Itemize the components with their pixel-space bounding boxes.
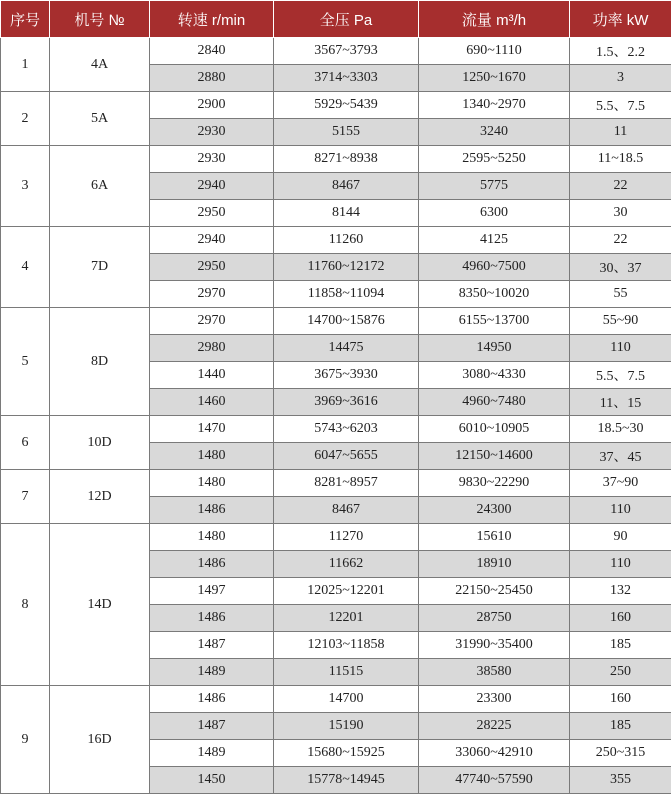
speed-cell: 2840 [150,38,274,65]
table-row [1,146,671,173]
flow-cell: 690~1110 [419,38,570,65]
speed-cell: 2900 [150,92,274,119]
header-power: 功率 kW [570,1,671,38]
power-cell: 185 [570,632,671,659]
power-cell: 11~18.5 [570,146,671,173]
header-pressure: 全压 Pa [274,1,419,38]
power-cell: 250 [570,659,671,686]
table-row [1,38,671,65]
speed-cell: 1480 [150,443,274,470]
pressure-cell: 11760~12172 [274,254,419,281]
pressure-cell: 5743~6203 [274,416,419,443]
pressure-cell: 15778~14945 [274,767,419,794]
flow-cell: 4125 [419,227,570,254]
speed-cell: 2950 [150,200,274,227]
speed-cell: 1489 [150,659,274,686]
pressure-cell: 11270 [274,524,419,551]
index-cell: 7 [1,470,50,524]
pressure-cell: 11260 [274,227,419,254]
speed-cell: 1489 [150,740,274,767]
flow-cell: 6010~10905 [419,416,570,443]
model-cell: 7D [50,227,150,308]
speed-cell: 2970 [150,308,274,335]
model-cell: 8D [50,308,150,416]
table-header [1,1,671,38]
power-cell: 355 [570,767,671,794]
flow-cell: 3080~4330 [419,362,570,389]
power-cell: 110 [570,551,671,578]
pressure-cell: 3675~3930 [274,362,419,389]
power-cell: 5.5、7.5 [570,362,671,389]
index-cell: 1 [1,38,50,92]
power-cell: 37~90 [570,470,671,497]
index-cell: 5 [1,308,50,416]
speed-cell: 1486 [150,497,274,524]
pressure-cell: 15680~15925 [274,740,419,767]
power-cell: 110 [570,497,671,524]
power-cell: 110 [570,335,671,362]
power-cell: 5.5、7.5 [570,92,671,119]
flow-cell: 1250~1670 [419,65,570,92]
header-model: 机号 № [50,1,150,38]
header-row [1,1,671,38]
pressure-cell: 15190 [274,713,419,740]
table-row [1,416,671,443]
power-cell: 30、37 [570,254,671,281]
model-cell: 10D [50,416,150,470]
header-index: 序号 [1,1,50,38]
flow-cell: 22150~25450 [419,578,570,605]
flow-cell: 6300 [419,200,570,227]
table-row [1,308,671,335]
model-cell: 4A [50,38,150,92]
pressure-cell: 5929~5439 [274,92,419,119]
speed-cell: 1497 [150,578,274,605]
model-cell: 14D [50,524,150,686]
flow-cell: 31990~35400 [419,632,570,659]
pressure-cell: 5155 [274,119,419,146]
flow-cell: 24300 [419,497,570,524]
pressure-cell: 3567~3793 [274,38,419,65]
power-cell: 160 [570,605,671,632]
speed-cell: 1486 [150,686,274,713]
pressure-cell: 6047~5655 [274,443,419,470]
speed-cell: 2980 [150,335,274,362]
flow-cell: 4960~7480 [419,389,570,416]
speed-cell: 2930 [150,146,274,173]
flow-cell: 18910 [419,551,570,578]
pressure-cell: 14475 [274,335,419,362]
power-cell: 90 [570,524,671,551]
index-cell: 2 [1,92,50,146]
speed-cell: 1487 [150,632,274,659]
pressure-cell: 11662 [274,551,419,578]
flow-cell: 2595~5250 [419,146,570,173]
power-cell: 22 [570,227,671,254]
pressure-cell: 11858~11094 [274,281,419,308]
table-row [1,470,671,497]
speed-cell: 1470 [150,416,274,443]
power-cell: 37、45 [570,443,671,470]
index-cell: 9 [1,686,50,794]
speed-cell: 2930 [150,119,274,146]
speed-cell: 2880 [150,65,274,92]
flow-cell: 38580 [419,659,570,686]
pressure-cell: 3969~3616 [274,389,419,416]
power-cell: 11 [570,119,671,146]
table-row [1,92,671,119]
pressure-cell: 8144 [274,200,419,227]
table-row [1,227,671,254]
flow-cell: 28750 [419,605,570,632]
flow-cell: 47740~57590 [419,767,570,794]
flow-cell: 28225 [419,713,570,740]
power-cell: 55~90 [570,308,671,335]
pressure-cell: 8281~8957 [274,470,419,497]
speed-cell: 1486 [150,551,274,578]
pressure-cell: 3714~3303 [274,65,419,92]
flow-cell: 4960~7500 [419,254,570,281]
pressure-cell: 11515 [274,659,419,686]
power-cell: 1.5、2.2 [570,38,671,65]
speed-cell: 1440 [150,362,274,389]
model-cell: 6A [50,146,150,227]
index-cell: 8 [1,524,50,686]
table-row [1,686,671,713]
pressure-cell: 12025~12201 [274,578,419,605]
power-cell: 22 [570,173,671,200]
index-cell: 3 [1,146,50,227]
speed-cell: 1486 [150,605,274,632]
speed-cell: 2970 [150,281,274,308]
model-cell: 16D [50,686,150,794]
speed-cell: 1480 [150,470,274,497]
flow-cell: 23300 [419,686,570,713]
power-cell: 55 [570,281,671,308]
power-cell: 132 [570,578,671,605]
index-cell: 6 [1,416,50,470]
flow-cell: 15610 [419,524,570,551]
speed-cell: 1460 [150,389,274,416]
pressure-cell: 8467 [274,497,419,524]
power-cell: 30 [570,200,671,227]
speed-cell: 2950 [150,254,274,281]
power-cell: 11、15 [570,389,671,416]
flow-cell: 33060~42910 [419,740,570,767]
flow-cell: 14950 [419,335,570,362]
pressure-cell: 12201 [274,605,419,632]
index-cell: 4 [1,227,50,308]
table-body [1,38,671,794]
power-cell: 3 [570,65,671,92]
model-cell: 12D [50,470,150,524]
header-speed: 转速 r/min [150,1,274,38]
speed-cell: 1480 [150,524,274,551]
flow-cell: 1340~2970 [419,92,570,119]
flow-cell: 3240 [419,119,570,146]
flow-cell: 12150~14600 [419,443,570,470]
power-cell: 18.5~30 [570,416,671,443]
pressure-cell: 8271~8938 [274,146,419,173]
model-cell: 5A [50,92,150,146]
flow-cell: 6155~13700 [419,308,570,335]
pressure-cell: 14700~15876 [274,308,419,335]
pressure-cell: 12103~11858 [274,632,419,659]
power-cell: 160 [570,686,671,713]
speed-cell: 2940 [150,227,274,254]
flow-cell: 5775 [419,173,570,200]
speed-cell: 1487 [150,713,274,740]
pressure-cell: 14700 [274,686,419,713]
power-cell: 185 [570,713,671,740]
table-row [1,524,671,551]
speed-cell: 1450 [150,767,274,794]
flow-cell: 9830~22290 [419,470,570,497]
power-cell: 250~315 [570,740,671,767]
header-flow: 流量 m³/h [419,1,570,38]
speed-cell: 2940 [150,173,274,200]
flow-cell: 8350~10020 [419,281,570,308]
pressure-cell: 8467 [274,173,419,200]
